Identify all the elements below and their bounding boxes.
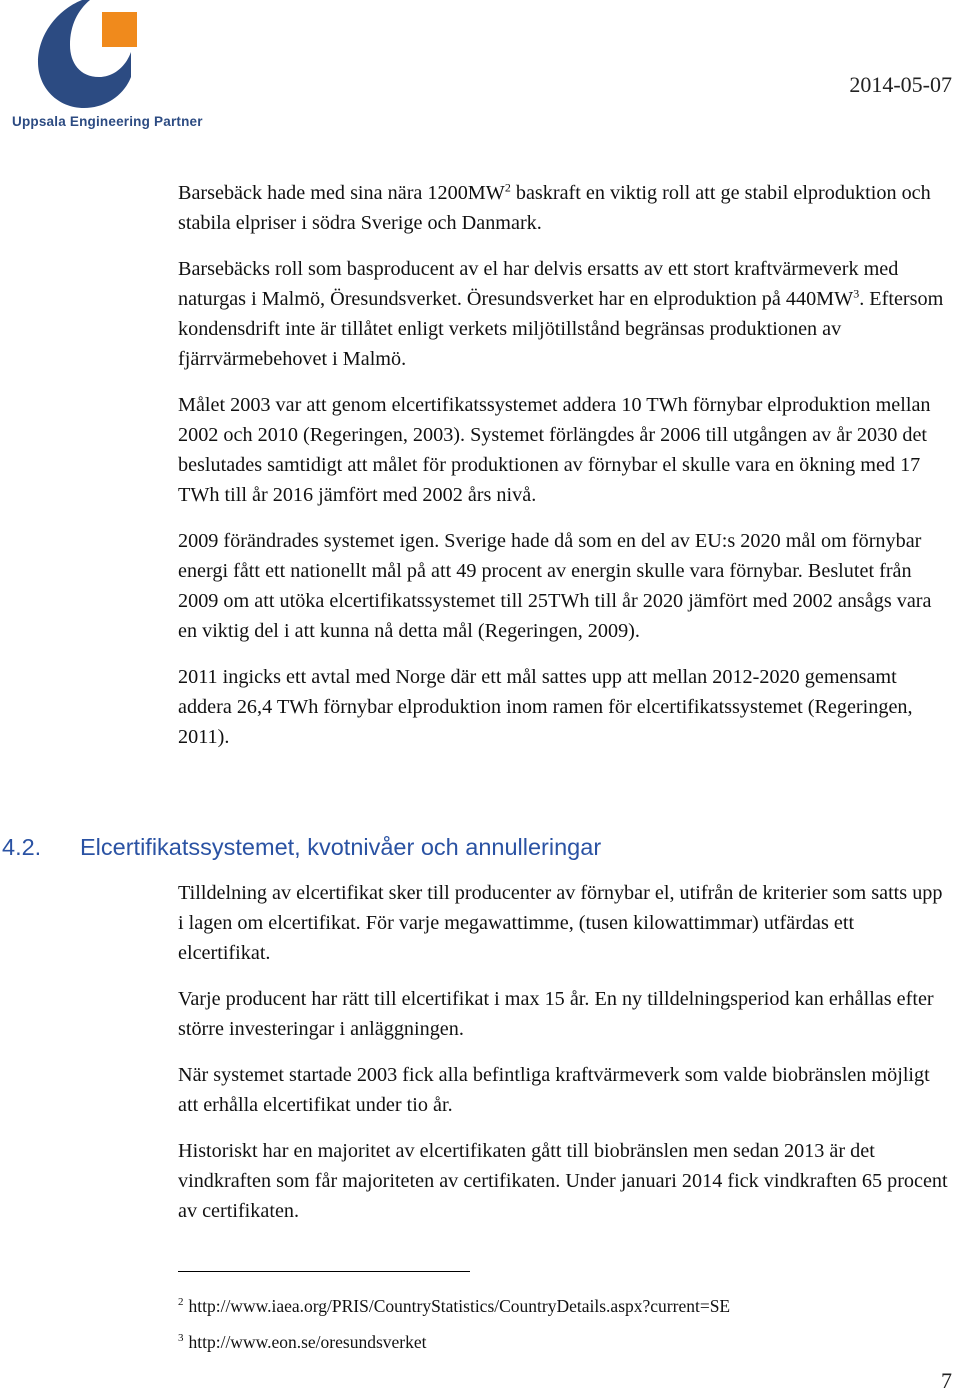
- paragraph-text: Målet 2003 var att genom elcertifikatssystemet addera 10 TWh förnybar elproduktion mellan 2002 och 2010 (Regeringen, 2003). Systemet förlängdes år 2006 till utgången av år 2030 det beslutades samtidigt att målet för produktionen av förnybar el skulle vara en ökning med 17 TWh till år 2016 jämfört med 2002 års nivå.: [178, 394, 931, 506]
- body-text-section: [178, 878, 948, 1242]
- paragraph: Tilldelning av elcertifikat sker till producenter av förnybar el, utifrån de kriterier som satts upp i lagen om elcertifikat. För varje megawattimme, (tusen kilowattimmar) utfärdas ett elcertifikat.: [178, 882, 943, 964]
- paragraph: När systemet startade 2003 fick alla befintliga kraftvärmeverk som valde biobränslen möjligt att erhålla elcertifikat under tio år.: [178, 1064, 930, 1116]
- paragraph-text: . Eftersom kondensdrift inte är tillåtet enligt verkets miljötillstånd begränsas produktionen av fjärrvärmebehovet i Malmö.: [178, 288, 944, 370]
- section-title: Elcertifikatssystemet, kvotnivåer och annulleringar: [80, 834, 602, 860]
- page-number: 7: [941, 1368, 952, 1393]
- paragraph: Varje producent har rätt till elcertifikat i max 15 år. En ny tilldelningsperiod kan erhållas efter större investeringar i anläggningen.: [178, 988, 934, 1040]
- footnote-divider: [178, 1271, 470, 1272]
- footnotes: [178, 1294, 948, 1366]
- footnote: [178, 1330, 948, 1354]
- paragraph: [178, 390, 948, 510]
- paragraph-text: Barsebäck hade med sina nära 1200MW: [178, 182, 505, 204]
- paragraph: [178, 526, 948, 646]
- paragraph: [178, 178, 948, 238]
- body-text-intro: [178, 178, 948, 768]
- paragraph-text: 2011 ingicks ett avtal med Norge där ett mål sattes upp att mellan 2012-2020 gemensamt addera 26,4 TWh förnybar elproduktion inom ramen för elcertifikatssystemet (Regeringen, 2011).: [178, 666, 913, 748]
- footnote-link[interactable]: http://www.iaea.org/PRIS/CountryStatistics/CountryDetails.aspx?current=SE: [188, 1296, 731, 1316]
- footnote-mark: 2: [178, 1296, 184, 1309]
- logo-wordmark: Uppsala Engineering Partner: [12, 114, 203, 129]
- paragraph: [178, 254, 948, 374]
- document-date: 2014-05-07: [849, 72, 952, 97]
- paragraph: [178, 662, 948, 752]
- section-number: 4.2.: [2, 834, 42, 860]
- company-logo: [8, 0, 203, 135]
- paragraph-text: 2009 förändrades systemet igen. Sverige hade då som en del av EU:s 2020 mål om förnybar energi fått ett nationellt mål på att 49 procent av energin skulle vara förnybar. Beslutet från 2009 om att utöka elcertifikatssystemet till 25TWh till år 2020 jämfört med 2002 ansågs vara en viktig del i att kunna nå detta mål (Regeringen, 2009).: [178, 530, 932, 642]
- footnote-mark: 3: [178, 1332, 184, 1345]
- footnote-ref[interactable]: 3: [853, 286, 860, 301]
- paragraph-text: Barsebäcks roll som basproducent av el har delvis ersatts av ett stort kraftvärmeverk med naturgas i Malmö, Öresundsverket. Öresundsverket har en elproduktion på 440MW: [178, 258, 899, 310]
- footnote: [178, 1294, 948, 1318]
- footnote-ref[interactable]: 2: [504, 180, 511, 195]
- footnote-link[interactable]: http://www.eon.se/oresundsverket: [188, 1332, 427, 1352]
- uep-logo-icon: [32, 0, 152, 110]
- paragraph: Historiskt har en majoritet av elcertifikaten gått till biobränslen men sedan 2013 är det vindkraften som får majoriteten av certifikaten. Under januari 2014 fick vindkraften 65 procent av certifikaten.: [178, 1140, 948, 1222]
- paragraph-text: baskraft en viktig roll att ge stabil elproduktion och stabila elpriser i södra Sverige och Danmark.: [178, 182, 931, 234]
- section-heading: [0, 834, 601, 861]
